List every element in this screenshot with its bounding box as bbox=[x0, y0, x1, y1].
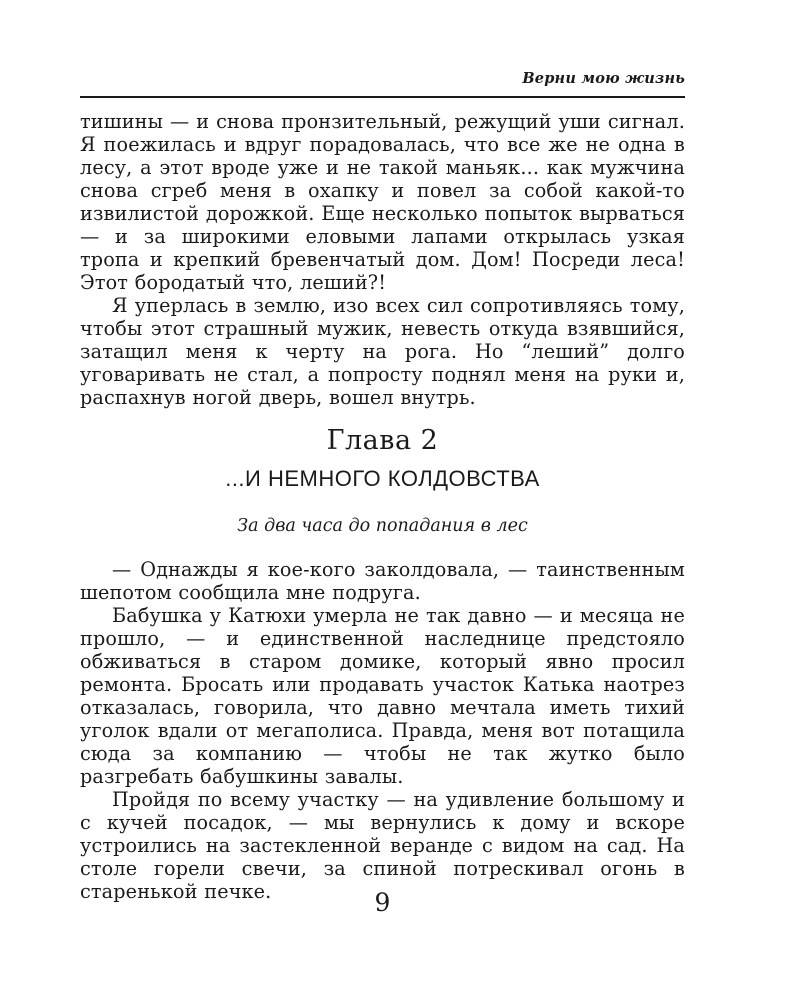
bottom-text-block bbox=[80, 558, 685, 903]
running-head: Верни мою жизнь bbox=[522, 70, 685, 87]
paragraph: Я уперлась в землю, изо всех сил сопротивляясь тому, чтобы этот страшный мужик, невесть откуда взявшийся, затащил меня к черту на рога. Но “леший” долго уговаривать не стал, а попросту поднял меня на руки и, распахнув ногой дверь, вошел внутрь. bbox=[80, 294, 685, 409]
chapter-number: Глава 2 bbox=[326, 425, 439, 456]
paragraph: Пройдя по всему участку — на удивление большому и с кучей посадок, — мы вернулись к дому и вскоре устроились на застекленной веранде с видом на сад. На столе горели свечи, за спиной потрескивал огонь в старенькой печке. bbox=[80, 788, 685, 903]
page-number: 9 bbox=[374, 888, 391, 917]
header-rule bbox=[80, 96, 685, 98]
chapter-title: ...И НЕМНОГО КОЛДОВСТВА bbox=[225, 466, 540, 491]
paragraph: Бабушка у Катюхи умерла не так давно — и месяца не прошло, — и единственной наследнице предстояло обживаться в старом домике, который явно просил ремонта. Бросать или продавать участок Катька наотрез отказалась, говорила, что давно мечтала иметь тихий уголок вдали от мегаполиса. Правда, меня вот потащила сюда за компанию — чтобы не так жутко было разгребать бабушкины завалы. bbox=[80, 604, 685, 788]
paragraph: тишины — и снова пронзительный, режущий уши сигнал. Я поежилась и вдруг порадовалась, что все же не одна в лесу, а этот вроде уже и не такой маньяк... как мужчина снова сгреб меня в охапку и повел за собой какой-то извилистой дорожкой. Еще несколько попыток вырваться — и за широкими еловыми лапами открылась узкая тропа и крепкий бревенчатый дом. Дом! Посреди леса! Этот бородатый что, леший?! bbox=[80, 110, 685, 294]
chapter-epigraph: За два часа до попадания в лес bbox=[237, 516, 528, 536]
paragraph: — Однажды я кое-кого заколдовала, — таинственным шепотом сообщила мне подруга. bbox=[80, 558, 685, 604]
top-text-block bbox=[80, 110, 685, 409]
